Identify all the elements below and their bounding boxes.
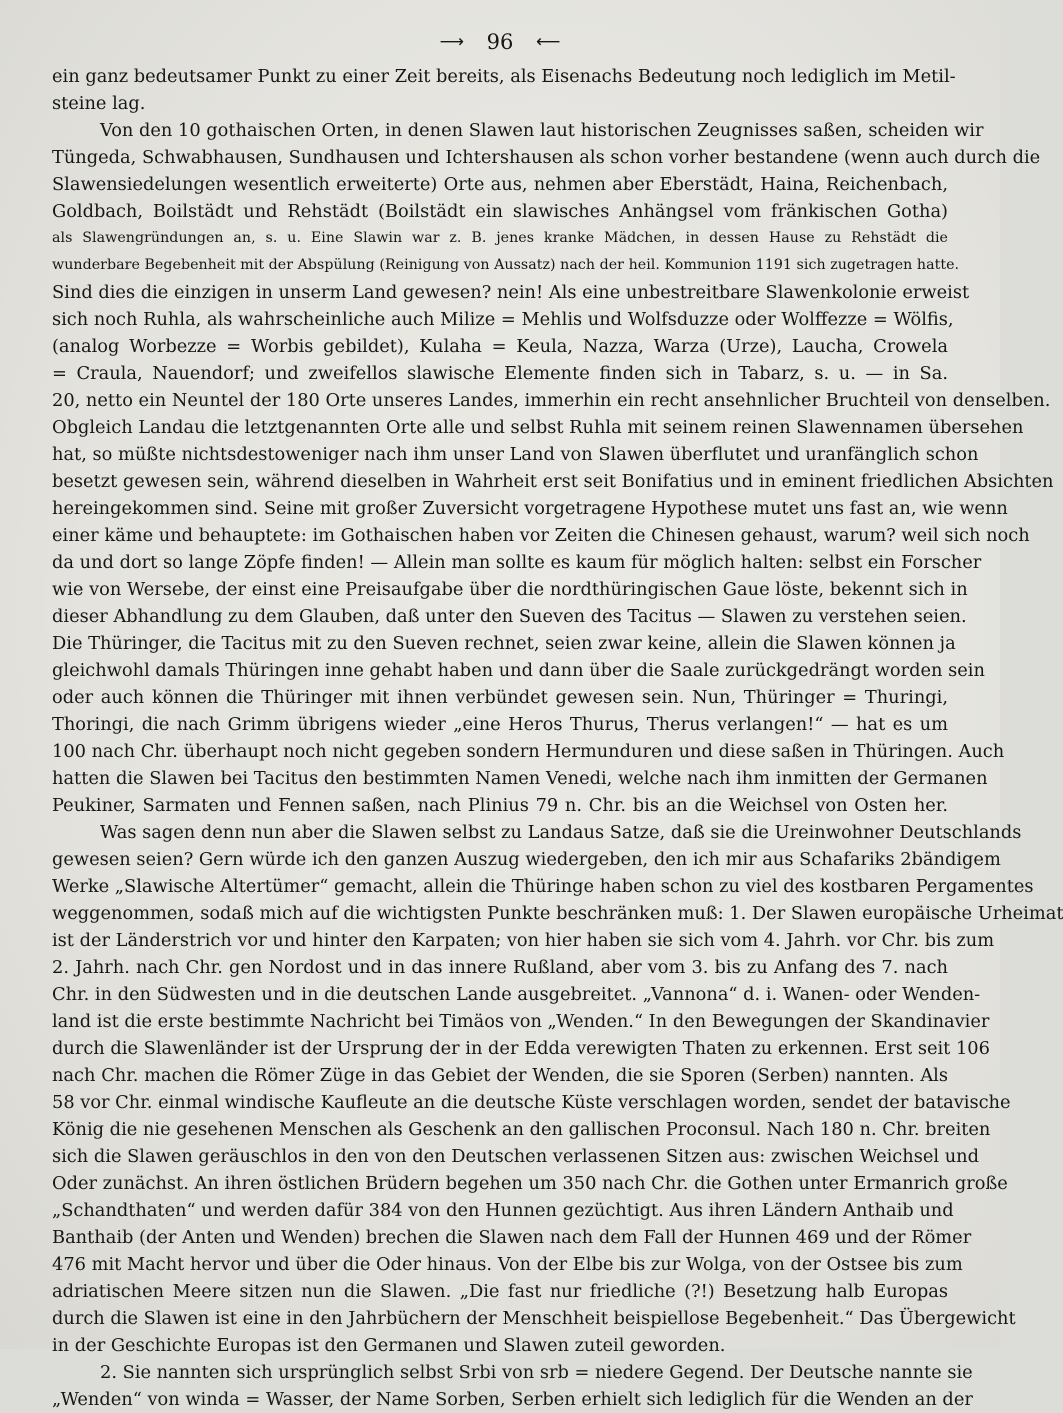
text-line: „Wenden“ von winda = Wasser, der Name Sorben, Serben erhielt sich lediglich für die Wenden an der [52,1389,973,1410]
text-line: da und dort so lange Zöpfe finden! — Allein man sollte es kaum für möglich halten: selbst ein Forscher [52,552,982,573]
body-text [52,63,1063,1413]
text-line: in der Geschichte Europas ist den Germanen und Slawen zuteil geworden. [52,1335,726,1356]
text-line: dieser Abhandlung zu dem Glauben, daß unter den Sueven des Tacitus — Slawen zu verstehen seien. [52,606,967,627]
text-line: 58 vor Chr. einmal windische Kaufleute an die deutsche Küste verschlagen worden, sendet der batavische [52,1092,1011,1113]
text-line: sich noch Ruhla, als wahrscheinliche auch Milize = Mehlis und Wolfsduzze oder Wolffezze = Wölfis, [52,309,954,330]
text-line: „Schandthaten“ und werden dafür 384 von den Hunnen gezüchtigt. Aus ihren Ländern Anthaib und [52,1200,954,1221]
text-line: wie von Wersebe, der einst eine Preisaufgabe über die nordthüringischen Gaue löste, bekennt sich in [52,579,968,600]
text-line: Obgleich Landau die letztgenannten Orte alle und selbst Ruhla mit seinem reinen Slawennamen übersehen [52,417,1024,438]
text-line: ist der Länderstrich vor und hinter den Karpaten; von hier haben sie sich vom 4. Jahrh. vor Chr. bis zum [52,930,995,951]
text-line: einer käme und behauptete: im Gothaischen haben vor Zeiten die Chinesen gehaust, warum? weil sich noch [52,525,1030,546]
page-number: 96 [486,29,514,54]
text-line: steine lag. [52,93,146,114]
text-line: Thoringi, die nach Grimm übrigens wieder „eine Heros Thurus, Therus verlangen!“ — hat es um [52,714,948,735]
text-line: Von den 10 gothaischen Orten, in denen Slawen laut historischen Zeugnisses saßen, scheiden wir [100,120,984,141]
text-line: Werke „Slawische Altertümer“ gemacht, allein die Thüringe haben schon zu viel des kostbaren Pergamentes [52,876,1034,897]
text-line: besetzt gewesen sein, während dieselben in Wahrheit erst seit Bonifatius und in eminent friedlichen Absichten [52,471,1054,492]
text-line: ein ganz bedeutsamer Punkt zu einer Zeit bereits, als Eisenachs Bedeutung noch lediglich im Metil- [52,66,956,87]
left-ornament-icon: ⟶ [439,31,464,52]
text-line: 476 mit Macht hervor und über die Oder hinaus. Von der Elbe bis zur Wolga, von der Ostsee bis zum [52,1254,963,1275]
text-line: Oder zunächst. An ihren östlichen Brüdern begehen um 350 nach Chr. die Gothen unter Ermanrich große [52,1173,1008,1194]
text-line: als Slawengründungen an, s. u. Eine Slawin war z. B. jenes kranke Mädchen, in dessen Hause zu Rehstädt die [52,230,948,246]
text-line: König die nie gesehenen Menschen als Geschenk an den gallischen Proconsul. Nach 180 n. Chr. breiten [52,1119,991,1140]
text-line: hereingekommen sind. Seine mit großer Zuversicht vorgetragene Hypothese mutet uns fast an, wie wenn [52,498,1008,519]
text-line: Sind dies die einzigen in unserm Land gewesen? nein! Als eine unbestreitbare Slawenkolonie erweist [52,282,970,303]
text-line: land ist die erste bestimmte Nachricht bei Timäos von „Wenden.“ In den Bewegungen der Skandinavier [52,1011,990,1032]
text-line: 2. Sie nannten sich ursprünglich selbst Srbi von srb = niedere Gegend. Der Deutsche nannte sie [100,1362,973,1383]
text-line: durch die Slawenländer ist der Ursprung der in der Edda verewigten Thaten zu erkennen. Erst seit 106 [52,1038,990,1059]
text-line: weggenommen, sodaß mich auf die wichtigsten Punkte beschränken muß: 1. Der Slawen europäische Urheimat [52,903,1063,924]
text-line: hatten die Slawen bei Tacitus den bestimmten Namen Venedi, welche nach ihm inmitten der Germanen [52,768,988,789]
text-line: Tüngeda, Schwabhausen, Sundhausen und Ichtershausen als schon vorher bestandene (wenn auch durch die [52,147,1041,168]
text-line: durch die Slawen ist eine in den Jahrbüchern der Menschheit beispiellose Begebenheit.“ Das Übergewicht [52,1308,1016,1329]
text-line: Was sagen denn nun aber die Slawen selbst zu Landaus Satze, daß sie die Ureinwohner Deutschlands [100,822,1022,843]
text-line: 100 nach Chr. überhaupt noch nicht gegeben sondern Hermunduren und diese saßen in Thüringen. Auch [52,741,1005,762]
text-line: Peukiner, Sarmaten und Fennen saßen, nach Plinius 79 n. Chr. bis an die Weichsel von Osten her. [52,795,948,816]
text-line: gleichwohl damals Thüringen inne gehabt haben und dann über die Saale zurückgedrängt worden sein [52,660,985,681]
text-line: adriatischen Meere sitzen nun die Slawen. „Die fast nur friedliche (?!) Besetzung halb Europas [52,1281,948,1302]
text-line: nach Chr. machen die Römer Züge in das Gebiet der Wenden, die sie Sporen (Serben) nannten. Als [52,1065,948,1086]
text-line: Die Thüringer, die Tacitus mit zu den Sueven rechnet, seien zwar keine, allein die Slawen können ja [52,633,956,654]
page-header [0,22,1000,58]
right-ornament-icon: ⟵ [536,31,561,52]
text-line: wunderbare Begebenheit mit der Abspülung (Reinigung von Aussatz) nach der heil. Kommunion 1191 sich zugetragen hatte. [52,257,960,273]
text-line: Goldbach, Boilstädt und Rehstädt (Boilstädt ein slawisches Anhängsel vom fränkischen Gotha) [52,201,948,222]
text-line: 2. Jahrh. nach Chr. gen Nordost und in das innere Rußland, aber vom 3. bis zu Anfang des 7. nach [52,957,948,978]
text-line: Chr. in den Südwesten und in die deutschen Lande ausgebreitet. „Vannona“ d. i. Wanen- oder Wenden- [52,984,981,1005]
text-line: (analog Worbezze = Worbis gebildet), Kulaha = Keula, Nazza, Warza (Urze), Laucha, Crowela [52,336,948,357]
text-line: sich die Slawen geräuschlos in den von den Deutschen verlassenen Sitzen aus: zwischen Weichsel und [52,1146,979,1167]
text-line: Banthaib (der Anten und Wenden) brechen die Slawen nach dem Fall der Hunnen 469 und der Römer [52,1227,972,1248]
text-line: hat, so müßte nichtsdestoweniger nach ihm unser Land von Slawen überflutet und uranfänglich schon [52,444,979,465]
text-line: gewesen seien? Gern würde ich den ganzen Auszug wiedergeben, den ich mir aus Schafariks 2bändigem [52,849,1001,870]
text-line: 20, netto ein Neuntel der 180 Orte unseres Landes, immerhin ein recht ansehnlicher Bruchteil von denselben. [52,390,1051,411]
text-line: = Craula, Nauendorf; und zweifellos slawische Elemente finden sich in Tabarz, s. u. — in Sa. [52,363,948,384]
text-line: Slawensiedelungen wesentlich erweiterte) Orte aus, nehmen aber Eberstädt, Haina, Reichenbach, [52,174,948,195]
text-line: oder auch können die Thüringer mit ihnen verbündet gewesen sein. Nun, Thüringer = Thuringi, [52,687,948,708]
